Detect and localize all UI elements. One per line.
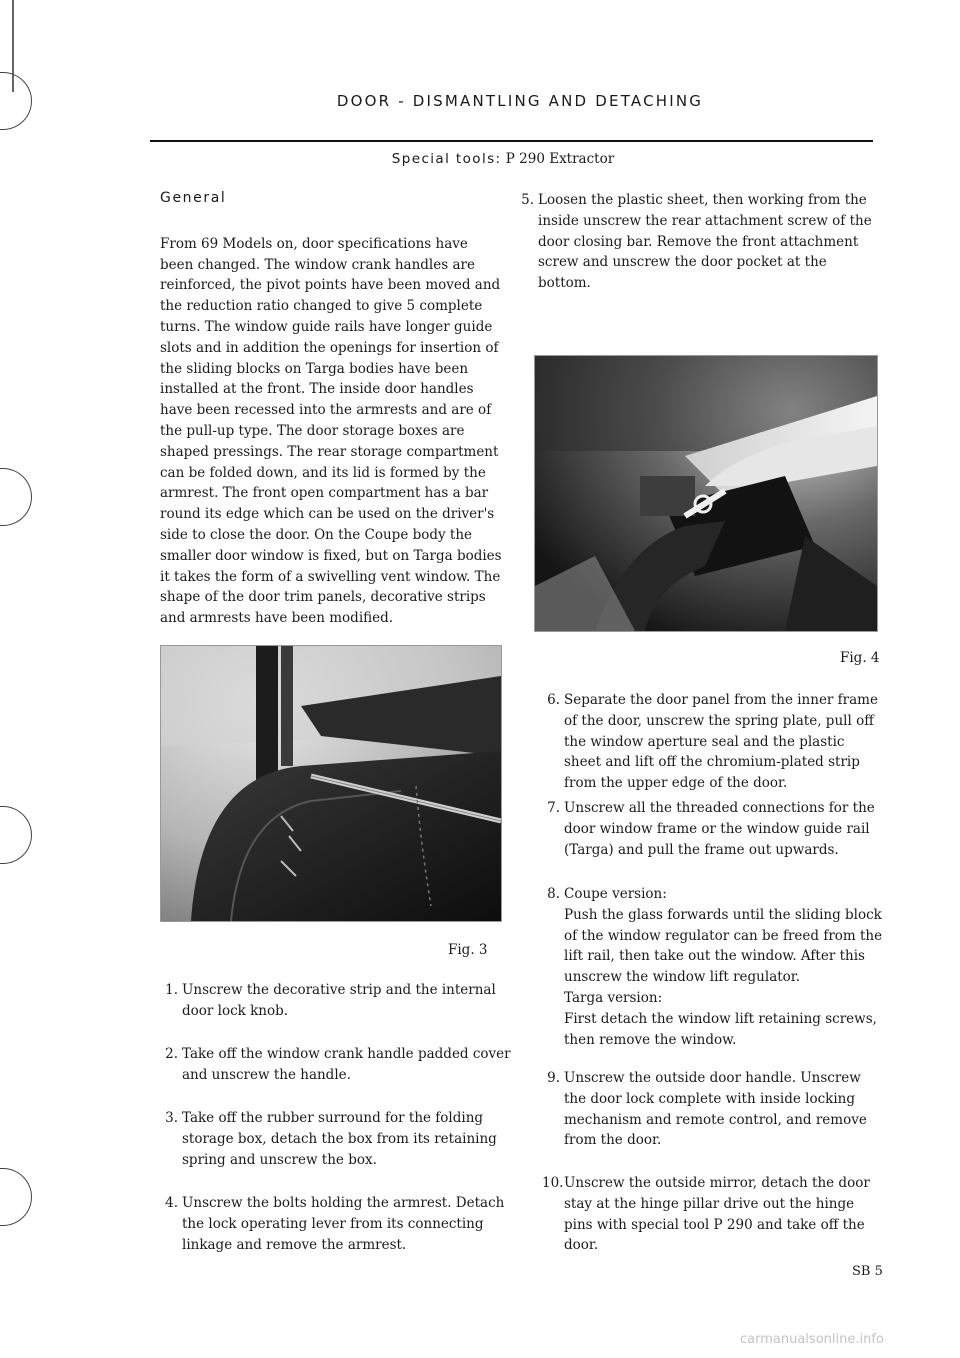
punch-hole-3: [0, 806, 32, 864]
special-tools-line: [0, 151, 960, 167]
step-text: Unscrew the outside door handle. Unscrew the door lock complete with inside locking mechanism and remote control, and remove from the door.: [564, 1070, 867, 1149]
step-8: [547, 884, 884, 1050]
punch-hole-4: [0, 1168, 32, 1226]
fig4-caption: Fig. 4: [840, 650, 880, 666]
step-1: [165, 980, 512, 1022]
step-7: [547, 798, 884, 860]
step-text: Loosen the plastic sheet, then working from the inside unscrew the rear attachment screw of the door closing bar. Remove the front attachment screw and unscrew the door pocket at the bottom.: [538, 192, 872, 292]
step-6: [547, 690, 884, 794]
punch-hole-2: [0, 468, 32, 526]
step-number: 10.: [542, 1175, 564, 1191]
general-heading: General: [160, 190, 227, 206]
step-4: [165, 1193, 512, 1255]
targa-version-label: Targa version:: [564, 989, 663, 1006]
watermark: carmanualsonline.info: [740, 1332, 884, 1347]
step-number: 7.: [547, 800, 560, 816]
step-number: 8.: [547, 886, 560, 902]
step-text: Unscrew the decorative strip and the internal door lock knob.: [182, 982, 496, 1019]
step-number: 5.: [521, 192, 534, 208]
fig4-photo: [534, 355, 878, 632]
step-5: [521, 190, 883, 294]
coupe-version-label: Coupe version:: [564, 886, 667, 902]
step-3: [165, 1108, 512, 1170]
general-text: From 69 Models on, door specifications have been changed. The window crank handles are reinforced, the pivot points have been moved and the reduction ratio changed to give 5 complete turns. The window guide rails have longer guide slots and in addition the openings for insertion of the sliding blocks on Targa bodies have been installed at the front. The inside door handles have been recessed into the armrests and are of the pull-up type. The door storage boxes are shaped pressings. The rear storage compartment can be folded down, and its lid is formed by the armrest. The front open compartment has a bar round its edge which can be used on the driver's side to close the door. On the Coupe body the smaller door window is fixed, but on Targa bodies it takes the form of a swivelling vent window. The shape of the door trim panels, decorative strips and armrests have been modified.: [160, 235, 502, 627]
general-section: [160, 188, 505, 629]
step-number: 2.: [165, 1046, 178, 1062]
targa-version-text: First detach the window lift retaining screws, then remove the window.: [564, 1010, 877, 1048]
special-tools-label: Special tools:: [391, 151, 502, 167]
page-title: DOOR - DISMANTLING AND DETACHING: [336, 92, 704, 110]
step-text: Unscrew all the threaded connections for the door window frame or the window guide rail (Targa) and pull the frame out upwards.: [564, 800, 875, 858]
step-number: 9.: [547, 1070, 560, 1086]
step-text: Unscrew the bolts holding the armrest. Detach the lock operating lever from its connecting linkage and remove the armrest.: [182, 1195, 505, 1253]
step-text: Take off the window crank handle padded cover and unscrew the handle.: [182, 1046, 511, 1083]
fig4-photo-drawing: [535, 356, 877, 631]
step-text: Take off the rubber surround for the folding storage box, detach the box from its retaining spring and unscrew the box.: [182, 1110, 497, 1168]
special-tools-value: P 290 Extractor: [505, 151, 615, 167]
fig3-photo: [160, 645, 502, 922]
step-text: Unscrew the outside mirror, detach the door stay at the hinge pillar drive out the hinge pins with special tool P 290 and take off the door.: [564, 1175, 870, 1254]
coupe-version-text: Push the glass forwards until the sliding block of the window regulator can be freed from the lift rail, then take out the window. After this unscrew the window lift regulator.: [564, 906, 883, 986]
step-number: 3.: [165, 1110, 178, 1126]
fig3-photo-drawing: [161, 646, 501, 921]
step-number: 1.: [165, 982, 178, 998]
page-number: SB 5: [852, 1264, 883, 1279]
step-9: [547, 1068, 884, 1151]
step-10: [542, 1173, 884, 1256]
step-number: 4.: [165, 1195, 178, 1211]
fig3-caption: Fig. 3: [448, 942, 488, 958]
step-2: [165, 1044, 512, 1086]
step-text: Separate the door panel from the inner frame of the door, unscrew the spring plate, pull off the window aperture seal and the plastic sheet and lift off the chromium-plated strip from the upper edge of the door.: [564, 692, 878, 792]
step-number: 6.: [547, 692, 560, 708]
header-rule: [150, 140, 873, 142]
